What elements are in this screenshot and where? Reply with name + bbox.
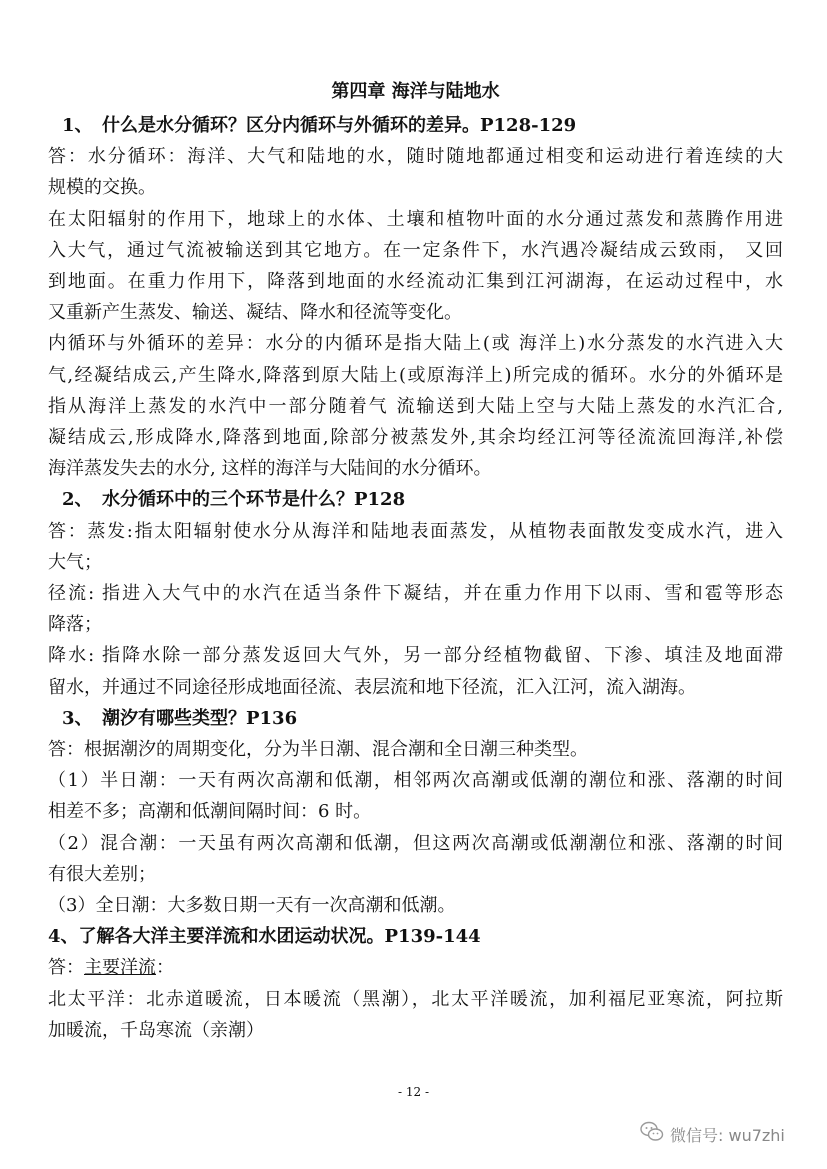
answer-line: （1）半日潮：一天有两次高潮和低潮，相邻两次高潮或低潮的潮位和涨、落潮的时间: [48, 770, 783, 792]
paragraph-line: 到地面。在重力作用下，降落到地面的水经流动汇集到江河湖海，在运动过程中，水: [48, 271, 783, 293]
answer-line: （3）全日潮：大多数日期一天有一次高潮和低潮。: [48, 895, 456, 917]
paragraph-line: 入大气，通过气流被输送到其它地方。在一定条件下，水汽遇冷凝结成云致雨， 又回: [48, 239, 783, 261]
watermark-text: 微信号: wu7zhi: [670, 1125, 785, 1145]
answer-line: 答：水分循环：海洋、大气和陆地的水，随时随地都通过相变和运动进行着连续的大: [48, 146, 783, 168]
answer-colon: ：: [156, 957, 174, 979]
question-3-text: 潮汐有哪些类型？P136: [102, 707, 298, 729]
paragraph-line: 又重新产生蒸发、输送、凝结、降水和径流等变化。: [48, 302, 462, 324]
question-2-number: 2、: [62, 489, 93, 511]
paragraph-line: 指从海洋上蒸发的水汽中一部分随着气 流输送到大陆上空与大陆上蒸发的水汽汇合,: [48, 395, 783, 417]
question-2: [48, 484, 783, 515]
document-page: [48, 80, 783, 1046]
question-1-number: 1、: [62, 115, 93, 136]
paragraph-line: 在太阳辐射的作用下，地球上的水体、土壤和植物叶面的水分通过蒸发和蒸腾作用进: [48, 208, 783, 230]
answer-line: 相差不多；高潮和低潮间隔时间：6 时。: [48, 801, 372, 823]
answer-line: 加暖流，千岛寒流（亲潮）: [48, 1019, 264, 1041]
question-4: 4、了解各大洋主要洋流和水团运动状况。P139-144: [48, 926, 481, 948]
wechat-icon: [640, 1121, 664, 1147]
main-currents-heading: 主要洋流: [84, 957, 156, 979]
question-1-text: 什么是水分循环？区分内循环与外循环的差异。P128-129: [102, 115, 577, 136]
answer-line: 径流: 指进入大气中的水汽在适当条件下凝结，并在重力作用下以雨、雪和雹等形态: [48, 583, 783, 605]
page-number: - 12 -: [397, 1085, 429, 1099]
question-3: [48, 703, 783, 734]
watermark: [640, 1120, 785, 1148]
answer-line: 留水，并通过不同途径形成地面径流、表层流和地下径流，汇入江河，流入湖海。: [48, 676, 696, 698]
question-1: [48, 110, 783, 141]
answer-line: 降水: 指降水除一部分蒸发返回大气外，另一部分经植物截留、下渗、填洼及地面滞: [48, 645, 783, 667]
answer-line: 答：蒸发:指太阳辐射使水分从海洋和陆地表面蒸发，从植物表面散发变成水汽，进入: [48, 520, 783, 542]
question-3-number: 3、: [62, 707, 93, 729]
chapter-title: 第四章 海洋与陆地水: [331, 81, 500, 102]
answer-prefix: 答：: [48, 957, 84, 979]
paragraph-line: 气,经凝结成云,产生降水,降落到原大陆上(或原海洋上)所完成的循环。水分的外循环是: [48, 364, 783, 386]
answer-line: 北太平洋：北赤道暖流，日本暖流（黑潮），北太平洋暖流，加利福尼亚寒流，阿拉斯: [48, 988, 783, 1010]
paragraph-line: 内循环与外循环的差异：水分的内循环是指大陆上(或 海洋上)水分蒸发的水汽进入大: [48, 333, 783, 355]
paragraph-line: 凝结成云,形成降水,降落到地面,除部分被蒸发外,其余均经江河等径流流回海洋,补偿: [48, 427, 783, 449]
answer-line: 降落；: [48, 614, 102, 636]
answer-line: 答：根据潮汐的周期变化，分为半日潮、混合潮和全日潮三种类型。: [48, 739, 588, 761]
answer-line: （2）混合潮：一天虽有两次高潮和低潮，但这两次高潮或低潮潮位和涨、落潮的时间: [48, 832, 783, 854]
answer-line: 有很大差别；: [48, 863, 156, 885]
answer-line: [48, 952, 783, 983]
answer-line: 大气；: [48, 551, 102, 573]
answer-line: 规模的交换。: [48, 177, 156, 199]
paragraph-line: 海洋蒸发失去的水分, 这样的海洋与大陆间的水分循环。: [48, 458, 492, 480]
question-2-text: 水分循环中的三个环节是什么？P128: [102, 489, 406, 511]
